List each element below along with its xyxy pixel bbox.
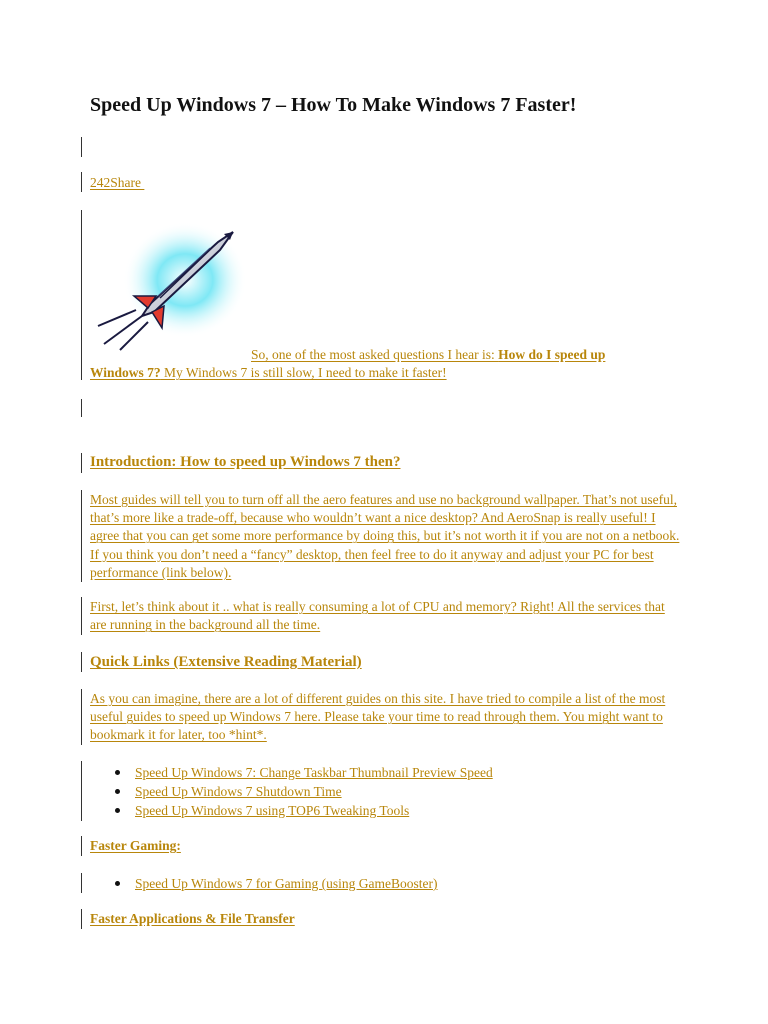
intro-paragraph[interactable] bbox=[90, 346, 670, 382]
quick-links-list bbox=[112, 763, 493, 820]
quick-link-1[interactable]: Speed Up Windows 7: Change Taskbar Thumbnail Preview Speed bbox=[135, 765, 493, 780]
bullet-icon bbox=[115, 770, 120, 775]
faster-applications-heading[interactable]: Faster Applications & File Transfer bbox=[90, 911, 295, 926]
page-title: Speed Up Windows 7 – How To Make Windows 7 Faster! bbox=[90, 94, 577, 116]
faster-gaming-list bbox=[112, 874, 438, 893]
paragraph-marker bbox=[81, 689, 82, 745]
intro-bold-question: How do I speed up bbox=[498, 347, 606, 362]
list-item[interactable] bbox=[112, 874, 438, 893]
intro-bold-question-end: Windows 7? bbox=[90, 365, 161, 381]
paragraph-marker bbox=[81, 490, 82, 582]
paragraph-marker bbox=[81, 210, 82, 380]
paragraph-marker bbox=[81, 137, 82, 157]
introduction-paragraph-2[interactable]: First, let’s think about it .. what is really consuming a lot of CPU and memory? Right! All the services that are running in the background all the time. bbox=[90, 599, 665, 633]
quick-links-paragraph[interactable]: As you can imagine, there are a lot of different guides on this site. I have tried to compile a list of the most useful guides to speed up Windows 7 here. Please take your time to read through them. You might want to bookmark it for later, too *hint*. bbox=[90, 691, 666, 743]
list-item[interactable] bbox=[112, 763, 493, 782]
faster-gaming-heading[interactable]: Faster Gaming: bbox=[90, 838, 181, 853]
list-item[interactable] bbox=[112, 782, 493, 801]
paragraph-marker bbox=[81, 836, 82, 856]
quick-link-2[interactable]: Speed Up Windows 7 Shutdown Time bbox=[135, 784, 342, 799]
introduction-paragraph-1[interactable]: Most guides will tell you to turn off all the aero features and use no background wallpaper. That’s not useful, that’s more like a trade-off, because who wouldn’t want a nice desktop? And AeroSnap is really useful! I agree that you can get some more performance by doing this, but it’s not worth it if you are not on a netbook. If you think you don’t need a “fancy” desktop, then feel free to do it anyway and adjust your PC for best performance (link below). bbox=[90, 492, 680, 580]
rocket-clipart-icon bbox=[90, 212, 250, 357]
list-item[interactable] bbox=[112, 801, 493, 820]
introduction-heading[interactable]: Introduction: How to speed up Windows 7 then? bbox=[90, 454, 401, 470]
gaming-link-1[interactable]: Speed Up Windows 7 for Gaming (using GameBooster) bbox=[135, 876, 438, 891]
paragraph-marker bbox=[81, 652, 82, 672]
paragraph-marker bbox=[81, 909, 82, 929]
paragraph-marker bbox=[81, 597, 82, 635]
bullet-icon bbox=[115, 881, 120, 886]
intro-prefix: So, one of the most asked questions I hear is: bbox=[251, 347, 499, 362]
bullet-icon bbox=[115, 789, 120, 794]
intro-suffix: My Windows 7 is still slow, I need to make it faster! bbox=[160, 365, 447, 381]
quick-links-heading[interactable]: Quick Links (Extensive Reading Material) bbox=[90, 654, 362, 670]
paragraph-marker bbox=[81, 873, 82, 893]
paragraph-marker bbox=[81, 453, 82, 473]
paragraph-marker bbox=[81, 399, 82, 417]
paragraph-marker bbox=[81, 172, 82, 192]
quick-link-3[interactable]: Speed Up Windows 7 using TOP6 Tweaking Tools bbox=[135, 803, 410, 818]
paragraph-marker bbox=[81, 761, 82, 821]
share-link[interactable]: 242Share bbox=[90, 175, 145, 190]
bullet-icon bbox=[115, 808, 120, 813]
